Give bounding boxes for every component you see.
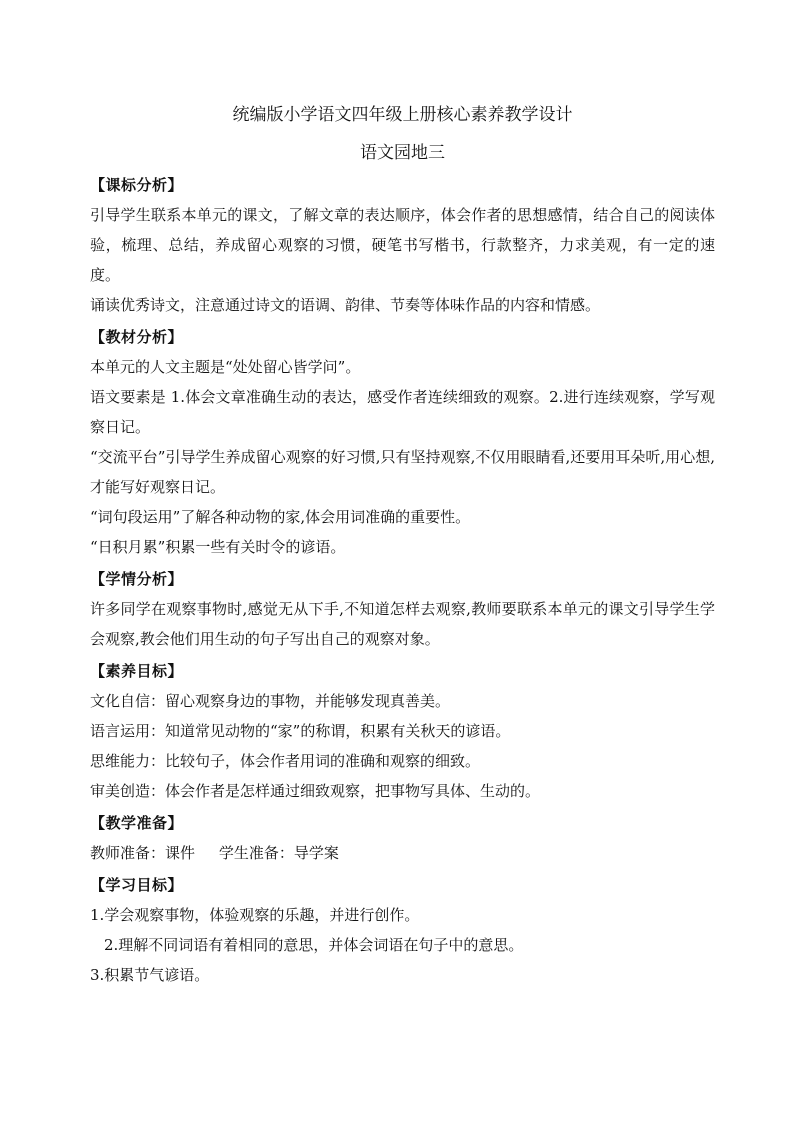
paragraph: “日积月累”积累一些有关时令的谚语。 bbox=[90, 538, 346, 556]
paragraph: 引导学生联系本单元的课文，了解文章的表达顺序，体会作者的思想感情，结合自己的阅读体验，梳理、总结，养成留心观察的习惯，硬笔书写楷书，行款整齐，力求美观，有一定的速度。 bbox=[90, 206, 715, 284]
paragraph: 思维能力：比较句子，体会作者用词的准确和观察的细致。 bbox=[90, 752, 481, 770]
paragraph: “词句段运用”了解各种动物的家,体会用词准确的重要性。 bbox=[90, 508, 471, 526]
section-heading-jiaocai: 【教材分析】 bbox=[90, 328, 184, 346]
section-kebiao bbox=[90, 170, 715, 320]
paragraph: 许多同学在观察事物时,感觉无从下手,不知道怎样去观察,教师要联系本单元的课文引导学生学会观察,教会他们用生动的句子写出自己的观察对象。 bbox=[90, 600, 715, 648]
section-heading-xueqing: 【学情分析】 bbox=[90, 570, 184, 588]
paragraph: 诵读优秀诗文，注意通过诗文的语调、韵律、节奏等体味作品的内容和情感。 bbox=[90, 296, 601, 314]
list-item: 1.学会观察事物，体验观察的乐趣，并进行创作。 bbox=[90, 906, 420, 924]
section-jiaocai bbox=[90, 322, 715, 562]
section-xueqing bbox=[90, 564, 715, 654]
section-zhunbei bbox=[90, 808, 715, 868]
paragraph: 教师准备：课件 学生准备：导学案 bbox=[90, 844, 339, 862]
paragraph: 审美创造：体会作者是怎样通过细致观察，把事物写具体、生动的。 bbox=[90, 782, 541, 800]
section-heading-kebiao: 【课标分析】 bbox=[90, 176, 184, 194]
list-item: 2.理解不同词语有着相同的意思，并体会词语在句子中的意思。 bbox=[104, 936, 524, 954]
section-suyang bbox=[90, 656, 715, 806]
section-heading-mubiao: 【学习目标】 bbox=[90, 876, 184, 894]
section-heading-suyang: 【素养目标】 bbox=[90, 662, 184, 680]
paragraph: 文化自信：留心观察身边的事物，并能够发现真善美。 bbox=[90, 692, 451, 710]
paragraph: 语言运用：知道常见动物的“家”的称谓，积累有关秋天的谚语。 bbox=[90, 722, 511, 740]
paragraph: 本单元的人文主题是“处处留心皆学问”。 bbox=[90, 358, 361, 376]
paragraph: 语文要素是 1.体会文章准确生动的表达，感受作者连续细致的观察。2.进行连续观察，学写观察日记。 bbox=[90, 388, 715, 436]
document-title: 统编版小学语文四年级上册核心素养教学设计 bbox=[232, 105, 573, 125]
list-item: 3.积累节气谚语。 bbox=[90, 966, 210, 984]
section-mubiao bbox=[90, 870, 715, 990]
document-page bbox=[90, 100, 715, 990]
paragraph: “交流平台”引导学生养成留心观察的好习惯,只有坚持观察,不仅用眼睛看,还要用耳朵听,用心想,才能写好观察日记。 bbox=[90, 448, 715, 496]
document-subtitle: 语文园地三 bbox=[360, 143, 445, 163]
section-heading-zhunbei: 【教学准备】 bbox=[90, 814, 184, 832]
